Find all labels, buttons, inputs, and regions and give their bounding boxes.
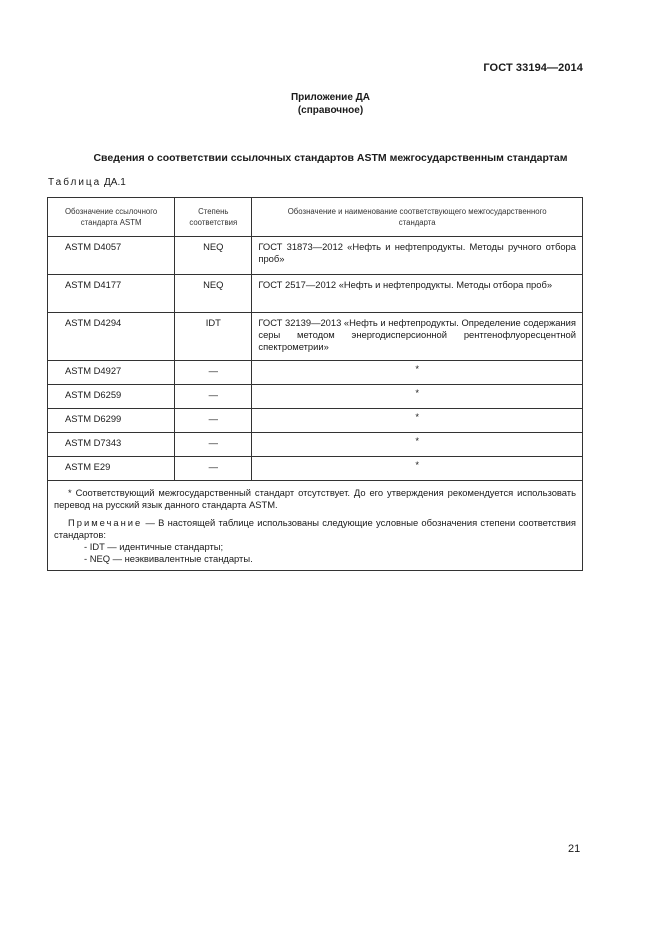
- table-footnote: * Соответствующий межгосударственный стандарт отсутствует. До его утверждения рекомендуется использовать перевод на русский язык данного стандарта ASTM.: [54, 487, 576, 510]
- table-row: [48, 361, 583, 385]
- table-row: [48, 275, 583, 313]
- standards-table: [47, 197, 583, 571]
- table-caption-word: Таблица: [48, 177, 102, 188]
- degree-cell: —: [175, 361, 252, 385]
- astm-code-cell: ASTM D4294: [48, 313, 175, 361]
- table-caption-number: ДА.1: [104, 177, 126, 188]
- header-astm-code: Обозначение ссылочного стандарта ASTM: [48, 198, 175, 237]
- table-row: [48, 385, 583, 409]
- astm-code-cell: ASTM D4057: [48, 237, 175, 275]
- table-row: [48, 433, 583, 457]
- table-row: [48, 313, 583, 361]
- appendix-subtitle: (справочное): [297, 105, 364, 116]
- astm-code-cell: ASTM E29: [48, 457, 175, 481]
- section-title: Сведения о соответствии ссылочных стандартов ASTM межгосударственным стандартам: [93, 152, 568, 164]
- degree-cell: —: [175, 409, 252, 433]
- standard-name-cell: *: [252, 433, 583, 457]
- header-interstate-standard: Обозначение и наименование соответствующего межгосударственного стандарта: [252, 198, 583, 237]
- standard-name-cell: *: [252, 361, 583, 385]
- degree-cell: —: [175, 433, 252, 457]
- astm-code-cell: ASTM D6299: [48, 409, 175, 433]
- degree-cell: —: [175, 457, 252, 481]
- astm-code-cell: ASTM D4177: [48, 275, 175, 313]
- header-degree: Степень соответствия: [175, 198, 252, 237]
- table-row: [48, 237, 583, 275]
- standard-name-cell: *: [252, 457, 583, 481]
- note-item-neq: - NEQ — неэквивалентные стандарты.: [84, 553, 253, 564]
- astm-code-cell: ASTM D6259: [48, 385, 175, 409]
- table-row: [48, 409, 583, 433]
- astm-code-cell: ASTM D4927: [48, 361, 175, 385]
- degree-cell: NEQ: [175, 275, 252, 313]
- appendix-heading: [0, 91, 661, 117]
- degree-cell: NEQ: [175, 237, 252, 275]
- table-notes-cell: [48, 481, 583, 571]
- degree-cell: —: [175, 385, 252, 409]
- table-caption: [48, 177, 126, 188]
- page-number: 21: [568, 843, 581, 855]
- standard-name-cell: *: [252, 385, 583, 409]
- table-header-row: [48, 198, 583, 237]
- appendix-title: Приложение ДА: [290, 92, 371, 103]
- note-item-idt: - IDT — идентичные стандарты;: [84, 541, 224, 552]
- standard-name-cell: *: [252, 409, 583, 433]
- note-text: — В настоящей таблице использованы следующие условные обозначения степени соответствия стандартов:: [54, 517, 576, 540]
- table-row: [48, 457, 583, 481]
- document-number: ГОСТ 33194—2014: [483, 62, 583, 74]
- table-notes-row: [48, 481, 583, 571]
- table-note: [54, 517, 576, 541]
- astm-code-cell: ASTM D7343: [48, 433, 175, 457]
- standard-name-cell: ГОСТ 31873—2012 «Нефть и нефтепродукты. Методы ручного отбора проб»: [252, 237, 583, 275]
- standard-name-cell: ГОСТ 32139—2013 «Нефть и нефтепродукты. Определение содержания серы методом энергодисперсионной рентгенофлуоресцентной спектрометрии»: [252, 313, 583, 361]
- note-label: Примечание: [68, 517, 143, 528]
- standard-name-cell: ГОСТ 2517—2012 «Нефть и нефтепродукты. Методы отбора проб»: [252, 275, 583, 313]
- degree-cell: IDT: [175, 313, 252, 361]
